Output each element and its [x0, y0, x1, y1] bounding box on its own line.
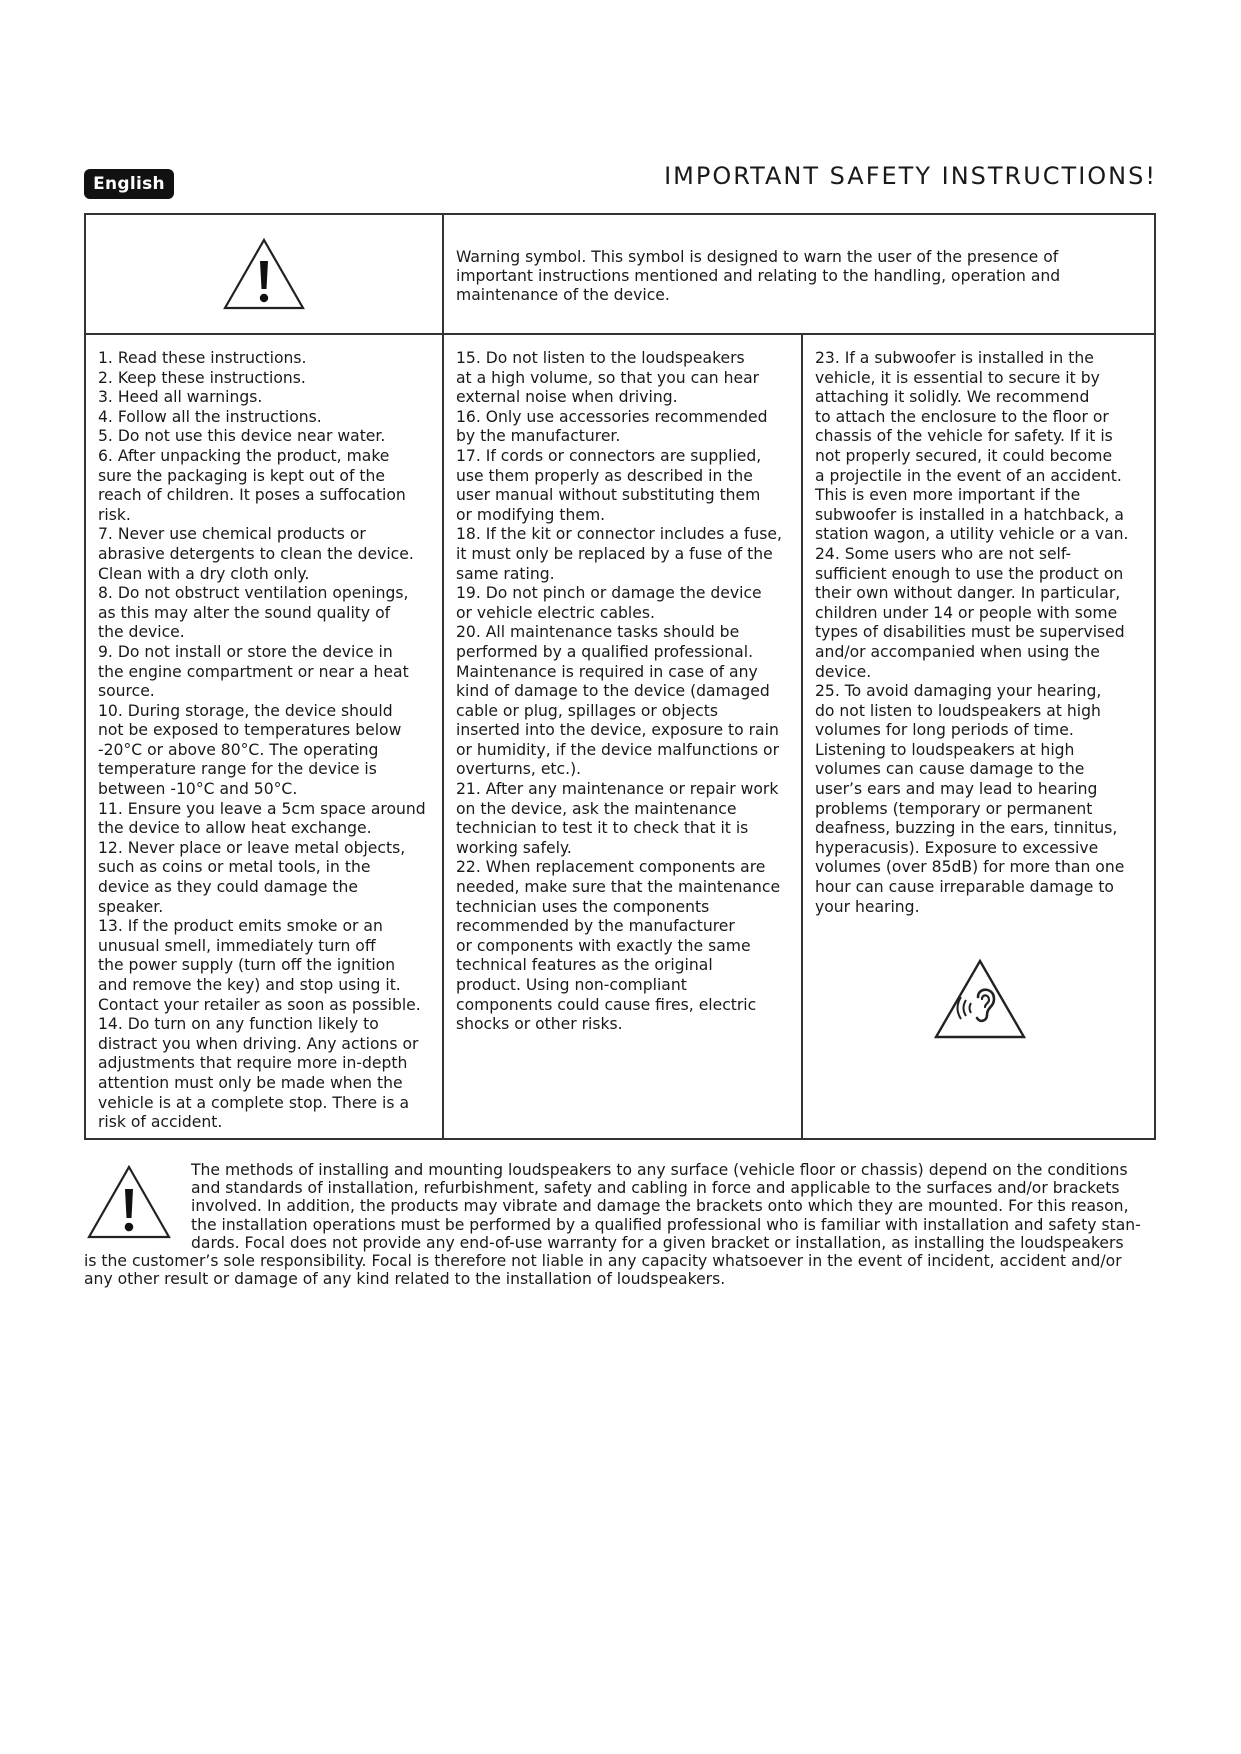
- instruction-line: abrasive detergents to clean the device.: [98, 544, 414, 563]
- instruction-line: hyperacusis). Exposure to excessive: [815, 838, 1099, 857]
- instruction-line: user manual without substituting them: [456, 486, 761, 505]
- instruction-line: 18. If the kit or connector includes a fuse,: [456, 525, 782, 544]
- instruction-line: their own without danger. In particular,: [815, 584, 1121, 603]
- instruction-line: cable or plug, spillages or objects: [456, 701, 718, 720]
- instruction-line: 6. After unpacking the product, make: [98, 446, 390, 465]
- instruction-line: do not listen to loudspeakers at high: [815, 701, 1101, 720]
- instruction-line: your hearing.: [815, 897, 920, 916]
- instruction-line: station wagon, a utility vehicle or a van.: [815, 525, 1129, 544]
- instruction-line: such as coins or metal tools, in the: [98, 858, 371, 877]
- instruction-line: technical features as the original: [456, 956, 713, 975]
- instruction-line: Maintenance is required in case of any: [456, 662, 758, 681]
- instruction-line: 11. Ensure you leave a 5cm space around: [98, 799, 426, 818]
- text-line: dards. Focal does not provide any end-of-use warranty for a given bracket or installation, as installing the loudspeakers: [191, 1233, 1124, 1252]
- instruction-line: use them properly as described in the: [456, 466, 753, 485]
- instruction-line: children under 14 or people with some: [815, 603, 1118, 622]
- instruction-line: volumes can cause damage to the: [815, 760, 1085, 779]
- instruction-line: 14. Do turn on any function likely to: [98, 1015, 379, 1034]
- instruction-line: 7. Never use chemical products or: [98, 525, 366, 544]
- instruction-line: 9. Do not install or store the device in: [98, 642, 393, 661]
- instruction-line: Contact your retailer as soon as possible.: [98, 995, 421, 1014]
- instruction-line: distract you when driving. Any actions or: [98, 1034, 419, 1053]
- hearing-warning-wrapper: [815, 957, 1144, 1041]
- instruction-line: This is even more important if the: [815, 486, 1081, 505]
- instruction-line: chassis of the vehicle for safety. If it is: [815, 427, 1113, 446]
- text-line: maintenance of the device.: [456, 286, 670, 304]
- instruction-line: 19. Do not pinch or damage the device: [456, 584, 762, 603]
- instruction-line: Clean with a dry cloth only.: [98, 564, 310, 583]
- text-line: any other result or damage of any kind related to the installation of loudspeakers.: [84, 1270, 726, 1289]
- instruction-line: at a high volume, so that you can hear: [456, 368, 760, 387]
- instruction-line: and/or accompanied when using the: [815, 642, 1100, 661]
- instruction-line: or modifying them.: [456, 505, 606, 524]
- instruction-line: vehicle, it is essential to secure it by: [815, 368, 1100, 387]
- instruction-line: speaker.: [98, 897, 164, 916]
- text-line: important instructions mentioned and relating to the handling, operation and: [456, 267, 1061, 285]
- instruction-line: between -10°C and 50°C.: [98, 780, 298, 799]
- instruction-line: or vehicle electric cables.: [456, 603, 655, 622]
- instruction-line: not properly secured, it could become: [815, 446, 1113, 465]
- instruction-line: 20. All maintenance tasks should be: [456, 623, 740, 642]
- instruction-line: 21. After any maintenance or repair work: [456, 780, 779, 799]
- instruction-line: 23. If a subwoofer is installed in the: [815, 349, 1094, 367]
- instruction-line: temperature range for the device is: [98, 760, 377, 779]
- instruction-line: problems (temporary or permanent: [815, 799, 1093, 818]
- instruction-line: device.: [815, 662, 872, 681]
- text-line: and standards of installation, refurbishment, safety and cabling in force and applicable to the surfaces and/or brackets: [191, 1179, 1120, 1198]
- instruction-line: volumes for long periods of time.: [815, 721, 1074, 740]
- instruction-line: unusual smell, immediately turn off: [98, 936, 376, 955]
- instruction-line: 12. Never place or leave metal objects,: [98, 838, 406, 857]
- instruction-line: and remove the key) and stop using it.: [98, 976, 401, 994]
- instruction-line: 4. Follow all the instructions.: [98, 407, 322, 426]
- instructions-column-3: [803, 335, 1154, 1140]
- page-title: IMPORTANT SAFETY INSTRUCTIONS!: [664, 162, 1157, 190]
- instruction-line: -20°C or above 80°C. The operating: [98, 740, 379, 759]
- instruction-line: attaching it solidly. We recommend: [815, 388, 1090, 407]
- instruction-line: hour can cause irreparable damage to: [815, 878, 1114, 897]
- instruction-line: technician to test it to check that it is: [456, 819, 749, 838]
- instruction-line: by the manufacturer.: [456, 427, 621, 446]
- warning-symbol-cell: [86, 215, 442, 333]
- instructions-column-2: [444, 335, 801, 1140]
- instruction-line: it must only be replaced by a fuse of the: [456, 544, 773, 563]
- instruction-line: not be exposed to temperatures below: [98, 721, 402, 740]
- instruction-line: on the device, ask the maintenance: [456, 799, 737, 818]
- instruction-line: 2. Keep these instructions.: [98, 368, 306, 387]
- instruction-line: or humidity, if the device malfunctions or: [456, 740, 779, 759]
- instruction-line: a projectile in the event of an accident.: [815, 466, 1122, 485]
- instruction-line: Listening to loudspeakers at high: [815, 740, 1075, 759]
- warning-symbol-description: [444, 215, 1154, 333]
- instruction-line: reach of children. It poses a suffocation: [98, 486, 406, 505]
- instruction-line: 16. Only use accessories recommended: [456, 407, 768, 426]
- text-line: involved. In addition, the products may vibrate and damage the brackets onto which they are mounted. For this reason,: [191, 1197, 1129, 1216]
- instruction-line: same rating.: [456, 564, 555, 583]
- instruction-line: needed, make sure that the maintenance: [456, 878, 781, 897]
- instruction-line: technician uses the components: [456, 897, 710, 916]
- instruction-line: inserted into the device, exposure to rain: [456, 721, 779, 740]
- instruction-line: 17. If cords or connectors are supplied,: [456, 446, 762, 465]
- instruction-line: external noise when driving.: [456, 388, 678, 407]
- instruction-line: adjustments that require more in-depth: [98, 1054, 408, 1073]
- instruction-line: the engine compartment or near a heat: [98, 662, 409, 681]
- instruction-line: the device.: [98, 623, 185, 642]
- instruction-line: sure the packaging is kept out of the: [98, 466, 386, 485]
- instruction-line: 8. Do not obstruct ventilation openings,: [98, 584, 409, 603]
- text-line: is the customer’s sole responsibility. Focal is therefore not liable in any capacity whatsoever in the event of incident, accident and/or: [84, 1252, 1122, 1271]
- instruction-line: or components with exactly the same: [456, 936, 751, 955]
- instruction-line: source.: [98, 682, 155, 701]
- instructions-column-1: [86, 335, 442, 1140]
- instruction-line: 1. Read these instructions.: [98, 349, 307, 367]
- instruction-line: product. Using non-compliant: [456, 976, 687, 994]
- instruction-line: sufficient enough to use the product on: [815, 564, 1124, 583]
- text-line: Warning symbol. This symbol is designed to warn the user of the presence of: [456, 248, 1059, 266]
- instruction-line: performed by a qualified professional.: [456, 642, 754, 661]
- instruction-line: recommended by the manufacturer: [456, 917, 735, 936]
- instruction-line: deafness, buzzing in the ears, tinnitus,: [815, 819, 1118, 838]
- instruction-line: working safely.: [456, 838, 572, 857]
- instruction-line: kind of damage to the device (damaged: [456, 682, 770, 701]
- text-line: the installation operations must be performed by a qualified professional who is familiar with installation and safety stan-: [191, 1215, 1141, 1234]
- instruction-line: vehicle is at a complete stop. There is a: [98, 1093, 410, 1112]
- hearing-warning-icon: [932, 957, 1028, 1041]
- instruction-line: device as they could damage the: [98, 878, 359, 897]
- instruction-line: 24. Some users who are not self-: [815, 544, 1072, 563]
- instruction-line: overturns, etc.).: [456, 760, 582, 779]
- instruction-line: the device to allow heat exchange.: [98, 819, 372, 838]
- instruction-line: types of disabilities must be supervised: [815, 623, 1125, 642]
- instruction-line: 3. Heed all warnings.: [98, 388, 263, 407]
- instruction-line: 25. To avoid damaging your hearing,: [815, 682, 1102, 701]
- warning-triangle-icon: [222, 237, 306, 311]
- instruction-line: components could cause fires, electric: [456, 995, 757, 1014]
- instruction-line: to attach the enclosure to the floor or: [815, 407, 1109, 426]
- instruction-line: 10. During storage, the device should: [98, 701, 393, 720]
- safety-table: [84, 213, 1156, 1140]
- text-line: The methods of installing and mounting loudspeakers to any surface (vehicle floor or chassis) depend on the conditions: [191, 1161, 1128, 1179]
- instruction-line: the power supply (turn off the ignition: [98, 956, 396, 975]
- installation-disclaimer: [84, 1161, 1164, 1288]
- instruction-line: risk.: [98, 505, 131, 524]
- instruction-line: 13. If the product emits smoke or an: [98, 917, 383, 936]
- instruction-line: as this may alter the sound quality of: [98, 603, 391, 622]
- instruction-line: attention must only be made when the: [98, 1073, 403, 1092]
- instruction-line: subwoofer is installed in a hatchback, a: [815, 505, 1124, 524]
- instruction-line: volumes (over 85dB) for more than one: [815, 858, 1125, 877]
- language-badge: English: [84, 169, 174, 199]
- column-text: [815, 349, 1144, 917]
- instruction-line: 5. Do not use this device near water.: [98, 427, 386, 446]
- instruction-line: user’s ears and may lead to hearing: [815, 780, 1098, 799]
- instruction-line: 15. Do not listen to the loudspeakers: [456, 349, 745, 367]
- instruction-line: risk of accident.: [98, 1113, 223, 1132]
- instruction-line: shocks or other risks.: [456, 1015, 623, 1034]
- instruction-line: 22. When replacement components are: [456, 858, 766, 877]
